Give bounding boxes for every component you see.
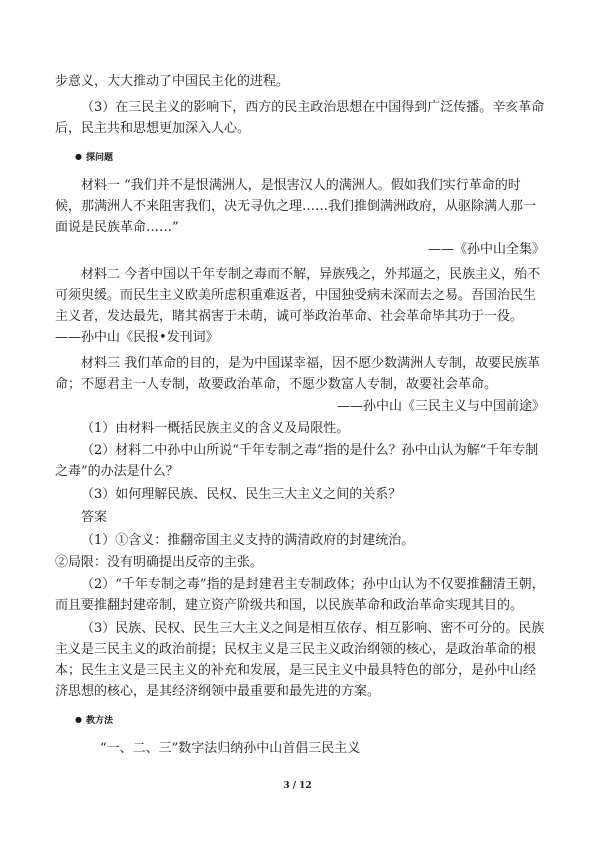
bullet-icon: ●	[75, 714, 82, 724]
page-number: 3 / 12	[283, 781, 312, 791]
material-three: 材料三 我们革命的目的，是为中国谋幸福，因不愿少数满洲人专制，故要民族革命；不愿君主一人专制，故要政治革命，不愿少数富人专制，故要社会革命。	[55, 356, 541, 392]
answer-1-meaning: （1）①含义：推翻帝国主义支持的满清政府的封建统治。	[81, 533, 415, 548]
material-one: 材料一 “我们并不是恨满洲人，是恨害汉人的满洲人。假如我们实行革命的时候，那满洲人不来阻害我们，决无寻仇之理……我们推倒满洲政府，从驱除满人那一面说是民族革命……”	[55, 178, 537, 235]
section-heading-method	[75, 713, 113, 726]
bullet-icon: ●	[75, 151, 82, 161]
answer-3: （3）民族、民权、民生三大主义之间是相互依存、相互影响、密不可分的。民族主义是三民主义的政治前提；民权主义是三民主义政治纲领的核心，是政治革命的根本；民生主义是三民主义的补充和发展，是三民主义中最具特色的部分，是孙中山经济思想的核心，是其经济纲领中最重要和最先进的方案。	[55, 621, 545, 699]
section-heading-method-label: 教方法	[85, 716, 113, 726]
paragraph-point-3: （3）在三民主义的影响下，西方的民主政治思想在中国得到广泛传播。辛亥革命后，民主共和思想更加深入人心。	[55, 100, 545, 136]
method-title: “一、二、三”数字法归纳孙中山首倡三民主义	[100, 741, 361, 756]
question-2: （2）材料二中孙中山所说“千年专制之毒”指的是什么？孙中山认为解“千年专制之毒”的办法是什么？	[55, 443, 539, 479]
question-3: （3）如何理解民族、民权、民生三大主义之间的关系？	[81, 487, 402, 502]
section-heading-explore-label: 探问题	[85, 153, 113, 163]
section-heading-explore	[75, 150, 113, 163]
paragraph-continued: 步意义，大大推动了中国民主化的进程。	[55, 74, 290, 89]
answer-1-limitation: ②局限：没有明确提出反帝的主张。	[55, 555, 264, 570]
material-one-source: ——《孙中山全集》	[427, 242, 545, 257]
material-three-source: ——孙中山《三民主义与中国前途》	[336, 399, 545, 414]
material-two: 材料二 今者中国以千年专制之毒而不解，异族残之，外邦逼之，民族主义，殆不可须臾缓。而民生主义欧美所虑积重难返者，中国独受病未深而去之易。吾国治民生主义者，发达最先，睹其祸害于未萌，诚可举政治革命、社会革命毕其功于一役。——孙中山《民报•发刊词》	[55, 267, 541, 345]
answer-2: （2）“千年专制之毒”指的是封建君主专制政体；孙中山认为不仅要推翻清王朝，而且要推翻封建帝制，建立资产阶级共和国，以民族革命和政治革命实现其目的。	[55, 577, 545, 613]
answer-heading: 答案	[81, 510, 108, 525]
question-1: （1）由材料一概括民族主义的含义及局限性。	[81, 421, 350, 436]
